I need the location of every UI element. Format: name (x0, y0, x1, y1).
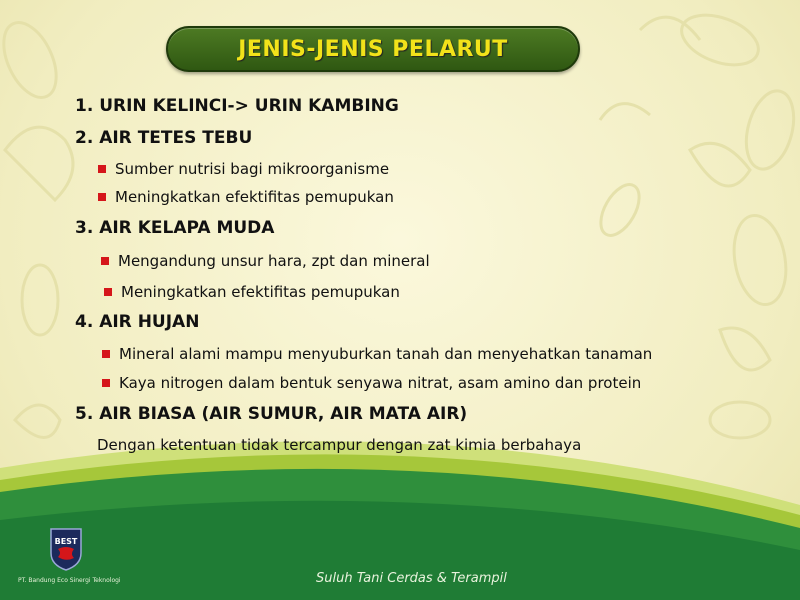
bullet-square-icon (104, 288, 112, 296)
bullet-text: Mineral alami mampu menyuburkan tanah dan menyehatkan tanaman (119, 345, 653, 363)
footer-tagline: Suluh Tani Cerdas & Terampil (316, 571, 507, 586)
section-note: Dengan ketentuan tidak tercampur dengan zat kimia berbahaya (97, 436, 582, 454)
bullet-square-icon (102, 350, 110, 358)
title-banner (166, 26, 580, 72)
bullet-text: Meningkatkan efektifitas pemupukan (121, 283, 400, 301)
section-heading-4: 4. AIR HUJAN (75, 312, 200, 332)
bullet-text: Sumber nutrisi bagi mikroorganisme (115, 160, 390, 178)
bullet-square-icon (102, 379, 110, 387)
slide-title: JENIS-JENIS PELARUT (238, 36, 508, 62)
bullet-square-icon (101, 257, 109, 265)
section-heading-2: 2. AIR TETES TEBU (75, 128, 253, 148)
bullet-item (101, 252, 430, 270)
bullet-text: Kaya nitrogen dalam bentuk senyawa nitrat, asam amino dan protein (119, 374, 642, 392)
company-name: PT. Bandung Eco Sinergi Teknologi (18, 577, 121, 584)
section-heading-1: 1. URIN KELINCI-> URIN KAMBING (75, 96, 399, 116)
section-heading-5: 5. AIR BIASA (AIR SUMUR, AIR MATA AIR) (75, 404, 468, 424)
best-shield-logo-icon (48, 527, 84, 571)
logo-text: BEST (54, 537, 78, 546)
bullet-item (102, 374, 641, 392)
section-heading-3: 3. AIR KELAPA MUDA (75, 218, 275, 238)
bullet-item (104, 283, 400, 301)
bullet-text: Mengandung unsur hara, zpt dan mineral (118, 252, 430, 270)
bullet-text: Meningkatkan efektifitas pemupukan (115, 188, 394, 206)
bullet-item (98, 188, 394, 206)
bullet-square-icon (98, 165, 106, 173)
bullet-item (102, 345, 652, 363)
bullet-square-icon (98, 193, 106, 201)
bullet-item (98, 160, 389, 178)
